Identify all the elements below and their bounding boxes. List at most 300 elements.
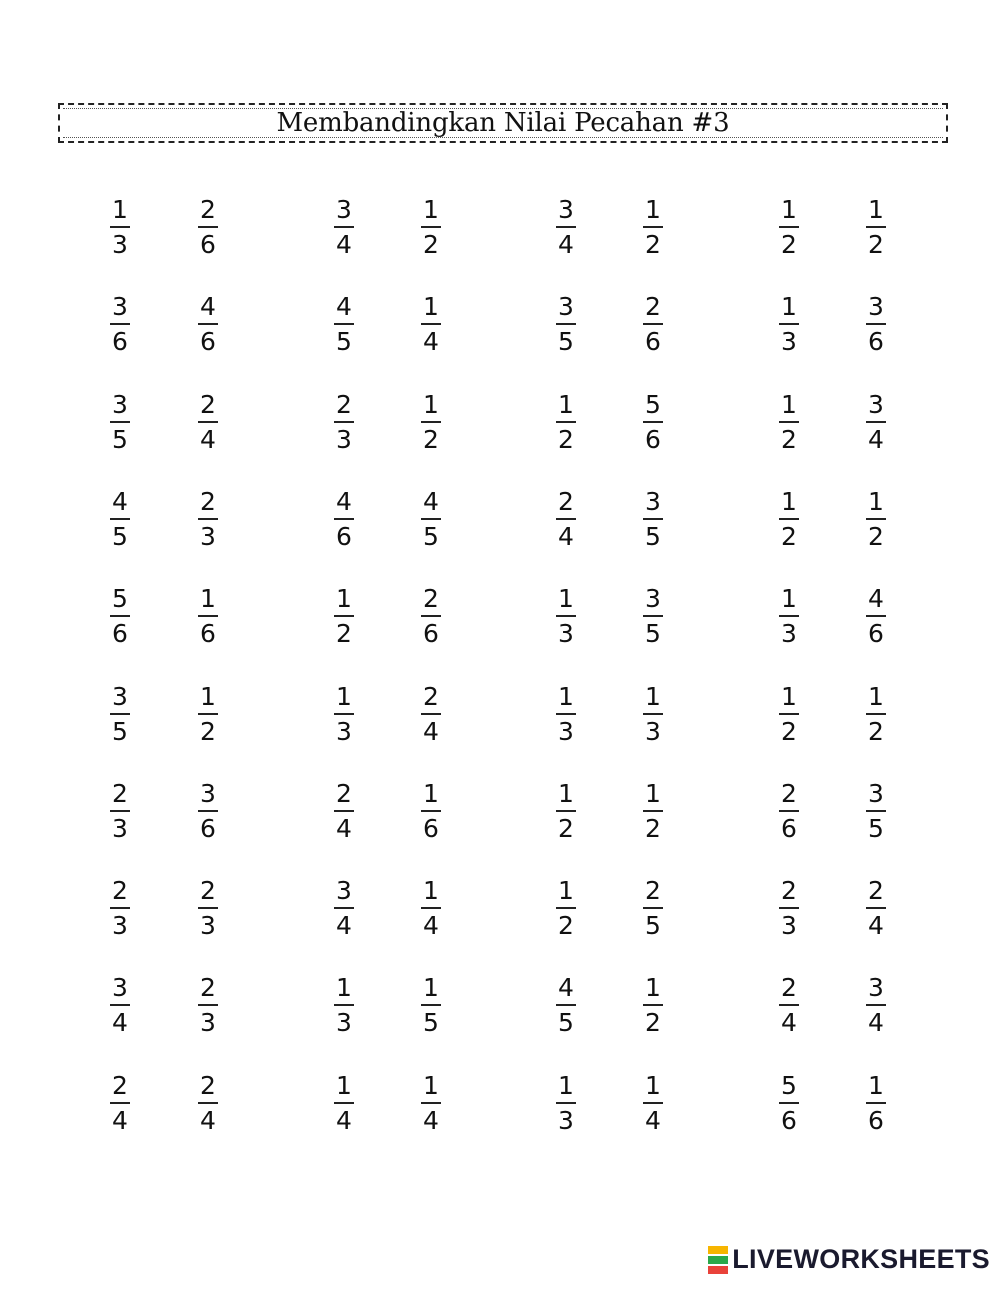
fraction-bar — [779, 226, 799, 228]
fraction — [548, 293, 584, 356]
fraction — [413, 196, 449, 259]
fraction-bar — [334, 615, 354, 617]
fraction-bar — [198, 615, 218, 617]
fraction — [102, 780, 138, 843]
fraction-bar — [779, 615, 799, 617]
fraction-bar — [110, 323, 130, 325]
fraction-numerator: 1 — [645, 681, 661, 711]
fraction — [102, 877, 138, 940]
fraction-denominator: 4 — [781, 1008, 797, 1038]
fraction — [326, 293, 362, 356]
fraction-numerator: 2 — [868, 876, 884, 906]
fraction — [858, 1072, 894, 1135]
fraction-denominator: 4 — [336, 911, 352, 941]
fraction-denominator: 4 — [558, 230, 574, 259]
fraction-numerator: 3 — [868, 389, 884, 419]
fraction-denominator: 6 — [423, 813, 439, 843]
fraction-numerator: 1 — [336, 584, 352, 614]
fraction-numerator: 3 — [336, 195, 352, 224]
fraction — [326, 1072, 362, 1135]
fraction-row — [0, 488, 1000, 558]
fraction — [190, 585, 226, 648]
fraction-denominator: 5 — [645, 619, 661, 649]
fraction-bar — [779, 421, 799, 423]
fraction-numerator: 3 — [868, 292, 884, 322]
fraction-numerator: 2 — [423, 584, 439, 614]
fraction-denominator: 4 — [868, 424, 884, 454]
fraction-row — [0, 974, 1000, 1044]
fraction-numerator: 1 — [423, 876, 439, 906]
logo-icon-block — [708, 1246, 728, 1254]
fraction — [413, 585, 449, 648]
fraction-numerator: 3 — [112, 389, 128, 419]
fraction — [635, 974, 671, 1037]
fraction — [635, 585, 671, 648]
liveworksheets-logo — [708, 1244, 990, 1275]
fraction-numerator: 1 — [645, 973, 661, 1003]
fraction-bar — [421, 226, 441, 228]
fraction-denominator: 5 — [112, 716, 128, 746]
fraction-denominator: 4 — [336, 1105, 352, 1135]
fraction-bar — [334, 1004, 354, 1006]
fraction-denominator: 6 — [200, 230, 216, 259]
fraction-bar — [198, 810, 218, 812]
fraction-denominator: 2 — [558, 911, 574, 941]
fraction-row — [0, 683, 1000, 753]
fraction-bar — [556, 1102, 576, 1104]
fraction-denominator: 4 — [200, 1105, 216, 1135]
fraction-bar — [779, 323, 799, 325]
fraction-numerator: 1 — [423, 292, 439, 322]
fraction-numerator: 4 — [423, 486, 439, 516]
fraction-numerator: 3 — [868, 973, 884, 1003]
fraction-denominator: 3 — [781, 911, 797, 941]
fraction — [635, 683, 671, 746]
fraction-numerator: 4 — [200, 292, 216, 322]
fraction-bar — [421, 518, 441, 520]
fraction — [635, 488, 671, 551]
fraction-numerator: 3 — [112, 681, 128, 711]
fraction — [190, 780, 226, 843]
fraction-bar — [198, 323, 218, 325]
fraction-numerator: 2 — [112, 1070, 128, 1100]
fraction-numerator: 3 — [336, 876, 352, 906]
fraction-denominator: 3 — [112, 813, 128, 843]
fraction — [858, 196, 894, 259]
fraction — [771, 585, 807, 648]
fraction-bar — [110, 713, 130, 715]
logo-icon-block — [708, 1266, 728, 1274]
fraction — [548, 391, 584, 454]
fraction-denominator: 2 — [423, 424, 439, 454]
fraction-denominator: 5 — [558, 327, 574, 357]
fraction-denominator: 2 — [336, 619, 352, 649]
fraction-bar — [556, 615, 576, 617]
fraction-denominator: 2 — [868, 230, 884, 259]
fraction — [771, 780, 807, 843]
fraction — [102, 683, 138, 746]
fraction-bar — [421, 1102, 441, 1104]
fraction-numerator: 1 — [200, 681, 216, 711]
fraction-denominator: 2 — [868, 716, 884, 746]
fraction — [635, 391, 671, 454]
fraction-bar — [556, 323, 576, 325]
fraction-numerator: 2 — [781, 778, 797, 808]
fraction-bar — [866, 323, 886, 325]
fraction-denominator: 6 — [200, 619, 216, 649]
fraction-numerator: 1 — [558, 778, 574, 808]
fraction — [326, 683, 362, 746]
fraction-denominator: 3 — [200, 521, 216, 551]
fraction — [102, 391, 138, 454]
fraction-bar — [556, 421, 576, 423]
fraction-denominator: 2 — [200, 716, 216, 746]
fraction-numerator: 3 — [200, 778, 216, 808]
fraction-numerator: 2 — [645, 876, 661, 906]
fraction-bar — [198, 713, 218, 715]
fraction-bar — [198, 226, 218, 228]
fraction — [548, 1072, 584, 1135]
fraction-numerator: 1 — [868, 1070, 884, 1100]
fraction-numerator: 1 — [558, 389, 574, 419]
fraction-numerator: 1 — [645, 778, 661, 808]
fraction-denominator: 6 — [645, 327, 661, 357]
fraction-numerator: 1 — [645, 195, 661, 224]
fraction — [190, 196, 226, 259]
fraction-bar — [110, 421, 130, 423]
fraction-bar — [556, 518, 576, 520]
fraction-denominator: 6 — [645, 424, 661, 454]
fraction-numerator: 1 — [112, 195, 128, 224]
fraction — [326, 488, 362, 551]
fraction-denominator: 3 — [558, 716, 574, 746]
fraction-bar — [556, 907, 576, 909]
fraction — [326, 877, 362, 940]
fraction-bar — [779, 713, 799, 715]
fraction-bar — [643, 323, 663, 325]
fraction — [548, 683, 584, 746]
fraction-bar — [779, 810, 799, 812]
fraction-denominator: 2 — [868, 521, 884, 551]
fraction — [326, 780, 362, 843]
fraction-numerator: 2 — [558, 486, 574, 516]
fraction-bar — [110, 1004, 130, 1006]
fraction — [858, 780, 894, 843]
fraction-numerator: 3 — [112, 292, 128, 322]
fraction-bar — [866, 1102, 886, 1104]
fraction — [635, 780, 671, 843]
fraction-numerator: 1 — [423, 973, 439, 1003]
fraction-denominator: 2 — [645, 230, 661, 259]
fraction-bar — [334, 421, 354, 423]
fraction-numerator: 2 — [112, 778, 128, 808]
fraction-numerator: 1 — [558, 681, 574, 711]
fraction-denominator: 2 — [781, 424, 797, 454]
fraction-numerator: 4 — [336, 486, 352, 516]
fraction-denominator: 6 — [336, 521, 352, 551]
fraction-bar — [110, 810, 130, 812]
fraction — [190, 1072, 226, 1135]
fraction-numerator: 2 — [781, 876, 797, 906]
fraction-denominator: 5 — [558, 1008, 574, 1038]
fraction-numerator: 5 — [645, 389, 661, 419]
fraction-denominator: 4 — [645, 1105, 661, 1135]
fraction-bar — [643, 1102, 663, 1104]
fraction-denominator: 3 — [200, 1008, 216, 1038]
fraction-numerator: 1 — [336, 973, 352, 1003]
fraction-row — [0, 391, 1000, 461]
fraction-bar — [334, 1102, 354, 1104]
fraction-denominator: 6 — [868, 1105, 884, 1135]
fraction-numerator: 1 — [423, 389, 439, 419]
fraction-numerator: 3 — [558, 195, 574, 224]
fraction-bar — [866, 226, 886, 228]
fraction-bar — [334, 907, 354, 909]
fraction-denominator: 6 — [200, 327, 216, 357]
fraction-denominator: 5 — [336, 327, 352, 357]
fraction — [548, 780, 584, 843]
fraction-numerator: 2 — [781, 973, 797, 1003]
fraction-bar — [110, 907, 130, 909]
fraction-bar — [556, 226, 576, 228]
fraction-denominator: 4 — [423, 1105, 439, 1135]
fraction-denominator: 3 — [112, 911, 128, 941]
fraction-bar — [421, 615, 441, 617]
fraction-row — [0, 293, 1000, 363]
fraction-denominator: 3 — [200, 911, 216, 941]
fraction-denominator: 4 — [336, 813, 352, 843]
fraction-numerator: 1 — [781, 486, 797, 516]
fraction-bar — [779, 1102, 799, 1104]
fraction-bar — [643, 615, 663, 617]
fraction — [326, 196, 362, 259]
logo-icon-block — [708, 1256, 728, 1264]
fraction-bar — [643, 518, 663, 520]
fraction-denominator: 4 — [112, 1008, 128, 1038]
fraction-denominator: 6 — [200, 813, 216, 843]
fraction — [858, 877, 894, 940]
fraction — [190, 877, 226, 940]
fraction — [413, 780, 449, 843]
fraction-numerator: 2 — [423, 681, 439, 711]
fraction-row — [0, 585, 1000, 655]
fraction-denominator: 6 — [112, 619, 128, 649]
fraction-numerator: 2 — [200, 876, 216, 906]
fraction-numerator: 1 — [200, 584, 216, 614]
fraction-numerator: 1 — [423, 778, 439, 808]
fraction-bar — [779, 518, 799, 520]
fraction-bar — [643, 713, 663, 715]
fraction-bar — [779, 1004, 799, 1006]
fraction-denominator: 3 — [781, 327, 797, 357]
fraction-denominator: 4 — [868, 1008, 884, 1038]
fraction — [771, 877, 807, 940]
fraction-numerator: 1 — [558, 584, 574, 614]
fraction — [326, 585, 362, 648]
fraction-bar — [643, 1004, 663, 1006]
fraction-bar — [866, 518, 886, 520]
fraction-denominator: 3 — [336, 424, 352, 454]
fraction-denominator: 2 — [645, 1008, 661, 1038]
fraction-numerator: 1 — [423, 1070, 439, 1100]
fraction — [771, 196, 807, 259]
fraction-bar — [866, 1004, 886, 1006]
fraction-denominator: 5 — [423, 521, 439, 551]
fraction-bar — [866, 421, 886, 423]
fraction-numerator: 1 — [868, 681, 884, 711]
fraction-row — [0, 196, 1000, 266]
fraction — [413, 974, 449, 1037]
fraction-numerator: 3 — [645, 584, 661, 614]
fraction — [635, 1072, 671, 1135]
fraction-numerator: 3 — [868, 778, 884, 808]
fraction — [635, 877, 671, 940]
fraction — [548, 585, 584, 648]
fraction — [413, 683, 449, 746]
fraction — [548, 974, 584, 1037]
fraction — [548, 488, 584, 551]
fraction-numerator: 2 — [200, 195, 216, 224]
fraction-bar — [198, 907, 218, 909]
fraction-bar — [421, 907, 441, 909]
fraction-bar — [866, 713, 886, 715]
fraction — [190, 683, 226, 746]
fraction-bar — [334, 713, 354, 715]
logo-text: LIVEWORKSHEETS — [732, 1244, 990, 1274]
fraction-denominator: 6 — [868, 327, 884, 357]
fraction-numerator: 1 — [781, 292, 797, 322]
fraction-denominator: 3 — [336, 716, 352, 746]
fraction-numerator: 3 — [645, 486, 661, 516]
fraction-numerator: 1 — [781, 389, 797, 419]
fraction-denominator: 2 — [558, 424, 574, 454]
liveworksheets-logo-icon — [708, 1245, 728, 1275]
fraction — [413, 488, 449, 551]
fraction-numerator: 1 — [336, 681, 352, 711]
fraction — [771, 293, 807, 356]
fraction-numerator: 2 — [200, 486, 216, 516]
fraction-bar — [556, 810, 576, 812]
fraction — [102, 1072, 138, 1135]
fraction-numerator: 2 — [200, 389, 216, 419]
fraction — [548, 196, 584, 259]
fraction-numerator: 1 — [558, 1070, 574, 1100]
fraction-numerator: 3 — [112, 973, 128, 1003]
fraction — [102, 585, 138, 648]
fraction-bar — [421, 713, 441, 715]
fraction-denominator: 5 — [423, 1008, 439, 1038]
fraction-bar — [779, 907, 799, 909]
fraction-denominator: 5 — [112, 424, 128, 454]
fraction-bar — [334, 323, 354, 325]
fraction-denominator: 2 — [423, 230, 439, 259]
fraction-bar — [556, 1004, 576, 1006]
fraction-bar — [421, 1004, 441, 1006]
fraction-bar — [198, 421, 218, 423]
fraction-denominator: 4 — [868, 911, 884, 941]
fraction — [190, 293, 226, 356]
fraction-numerator: 4 — [336, 292, 352, 322]
fraction-denominator: 2 — [558, 813, 574, 843]
fraction-denominator: 5 — [112, 521, 128, 551]
fraction-bar — [643, 226, 663, 228]
fraction-numerator: 1 — [781, 584, 797, 614]
fraction-numerator: 2 — [336, 778, 352, 808]
fraction-denominator: 6 — [423, 619, 439, 649]
fraction-numerator: 1 — [781, 681, 797, 711]
fraction — [858, 585, 894, 648]
fraction — [771, 974, 807, 1037]
fraction-bar — [334, 810, 354, 812]
fraction — [635, 293, 671, 356]
fraction-bar — [198, 518, 218, 520]
fraction — [858, 488, 894, 551]
fraction-denominator: 2 — [645, 813, 661, 843]
fraction-bar — [643, 421, 663, 423]
fraction-bar — [421, 421, 441, 423]
fraction — [771, 488, 807, 551]
fraction-numerator: 2 — [645, 292, 661, 322]
fraction — [326, 974, 362, 1037]
fraction-denominator: 2 — [781, 230, 797, 259]
fraction — [635, 196, 671, 259]
fraction-numerator: 2 — [200, 1070, 216, 1100]
fraction-denominator: 4 — [558, 521, 574, 551]
fraction-bar — [866, 615, 886, 617]
fraction-denominator: 4 — [423, 911, 439, 941]
fraction-denominator: 4 — [336, 230, 352, 259]
fraction — [102, 293, 138, 356]
fraction-denominator: 3 — [112, 230, 128, 259]
fraction-numerator: 2 — [112, 876, 128, 906]
fraction-denominator: 3 — [558, 619, 574, 649]
fraction — [326, 391, 362, 454]
fraction-numerator: 2 — [200, 973, 216, 1003]
fraction — [190, 488, 226, 551]
fraction-numerator: 3 — [558, 292, 574, 322]
fraction-bar — [334, 226, 354, 228]
fraction — [548, 877, 584, 940]
fraction-numerator: 4 — [112, 486, 128, 516]
fraction — [771, 391, 807, 454]
fraction — [190, 391, 226, 454]
fraction-denominator: 3 — [558, 1105, 574, 1135]
fraction-denominator: 5 — [645, 521, 661, 551]
fraction — [102, 488, 138, 551]
fraction — [413, 877, 449, 940]
fraction — [190, 974, 226, 1037]
fraction — [413, 293, 449, 356]
fraction — [102, 974, 138, 1037]
fraction-bar — [866, 907, 886, 909]
fraction-numerator: 1 — [868, 486, 884, 516]
fraction-denominator: 6 — [781, 813, 797, 843]
fraction-bar — [556, 713, 576, 715]
fraction-numerator: 1 — [868, 195, 884, 224]
fraction-bar — [198, 1102, 218, 1104]
fraction-numerator: 4 — [558, 973, 574, 1003]
fraction-numerator: 4 — [868, 584, 884, 614]
fraction-bar — [110, 226, 130, 228]
fraction-row — [0, 780, 1000, 850]
fraction-denominator: 4 — [423, 716, 439, 746]
fraction-bar — [110, 518, 130, 520]
fraction-bar — [421, 810, 441, 812]
fraction-denominator: 3 — [645, 716, 661, 746]
fraction-bar — [643, 810, 663, 812]
fraction — [413, 1072, 449, 1135]
fraction-denominator: 6 — [868, 619, 884, 649]
